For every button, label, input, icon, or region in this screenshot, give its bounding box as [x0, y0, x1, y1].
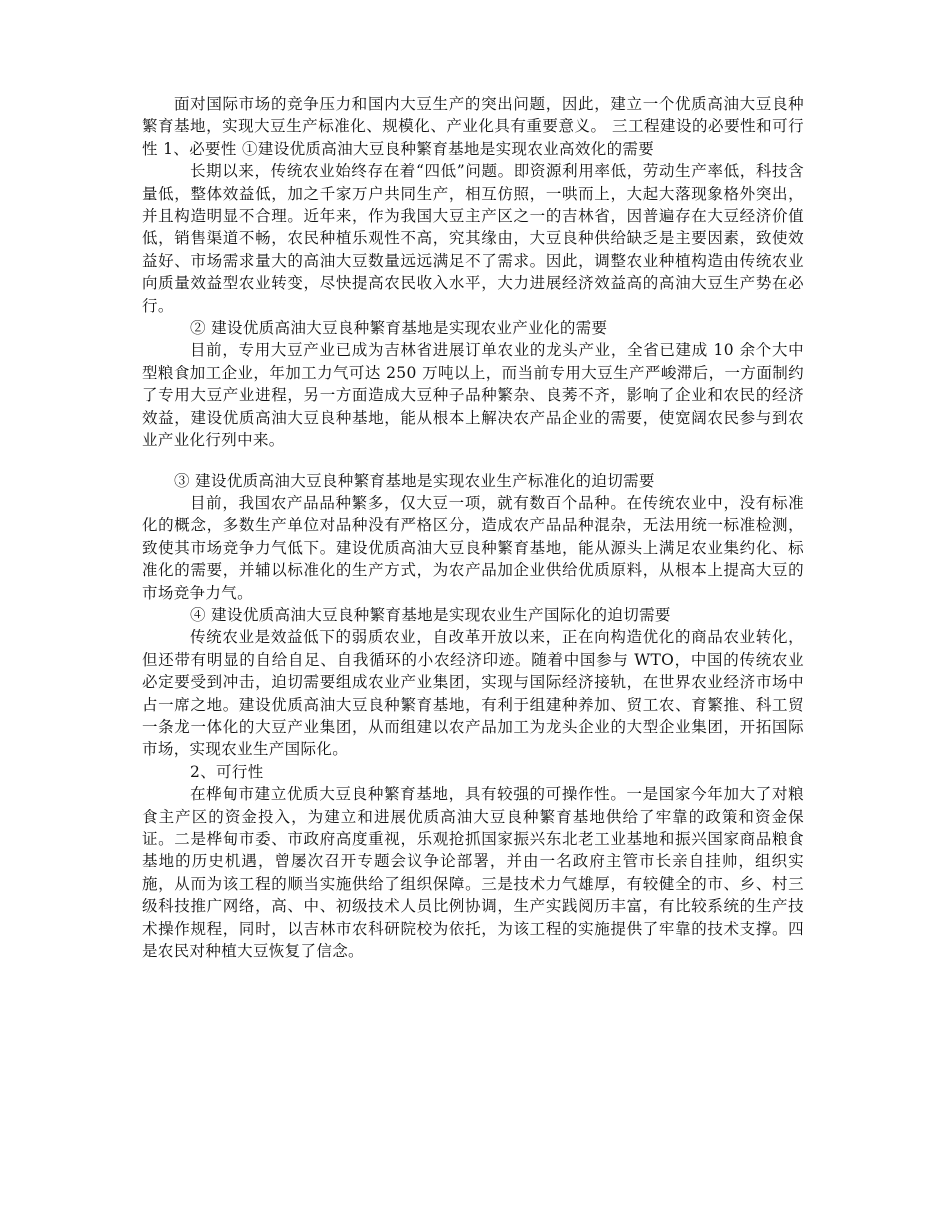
paragraph-standardization: 目前，我国农产品品种繁多，仅大豆一项，就有数百个品种。在传统农业中，没有标准化的概念，多数生产单位对品种没有严格区分，造成农产品品种混杂，无法用统一标准检测，致使其市场竞争力气低下。建设优质高油大豆良种繁育基地，能从源头上满足农业集约化、标准化的需要，并辅以标准化的生产方式，为农产品加企业供给优质原料，从根本上提高大豆的市场竞争力气。 — [142, 493, 804, 602]
document-body — [142, 93, 804, 962]
paragraph-internationalization: 传统农业是效益低下的弱质农业，自改革开放以来，正在向构造优化的商品农业转化，但还带有明显的自给自足、自我循环的小农经济印迹。随着中国参与 WTO，中国的传统农业必定要受到冲击，迫切需要组成农业产业集团，实现与国际经济接轨，在世界农业经济市场中占一席之地。建设优质高油大豆良种繁育基地，有利于组建种养加、贸工农、育繁推、科工贸一条龙一体化的大豆产业集团，从而组建以农产品加工为龙头企业的大型企业集团，开拓国际市场，实现农业生产国际化。 — [142, 628, 804, 759]
paragraph-industrialization: 目前，专用大豆产业已成为吉林省进展订单农业的龙头产业，全省已建成 10 余个大中型粮食加工企业，年加工力气可达 250 万吨以上，而当前专用大豆生产严峻滞后，一方面制约了专用大豆产业进程，另一方面造成大豆种子品种繁杂、良莠不齐，影响了企业和农民的经济效益，建设优质高油大豆良种基地，能从根本上解决农产品企业的需要，使宽阔农民参与到农业产业化行列中来。 — [142, 341, 804, 450]
heading-standardization: ③ 建设优质高油大豆良种繁育基地是实现农业生产标准化的迫切需要 — [174, 471, 655, 490]
paragraph-spacer — [142, 452, 804, 470]
paragraph-four-lows: 长期以来，传统农业始终存在着“四低”问题。即资源利用率低，劳动生产率低，科技含量低，整体效益低，加之千家万户共同生产，相互仿照，一哄而上，大起大落现象格外突出，并且构造明显不合理。近年来，作为我国大豆主产区之一的吉林省，因普遍存在大豆经济价值低，销售渠道不畅，农民种植乐观性不高，究其缘由，大豆良种供给缺乏是主要因素，致使效益好、市场需求量大的高油大豆数量远远满足不了需求。因此，调整农业种植构造由传统农业向质量效益型农业转变，尽快提高农民收入水平，大力进展经济效益高的高油大豆生产势在必行。 — [142, 162, 804, 315]
paragraph-feasibility: 在桦甸市建立优质大豆良种繁育基地，具有较强的可操作性。一是国家今年加大了对粮食主产区的资金投入，为建立和进展优质高油大豆良种繁育基地供给了牢靠的政策和资金保证。二是桦甸市委、市政府高度重视，乐观抢抓国家振兴东北老工业基地和振兴国家商品粮食基地的历史机遇，曾屡次召开专题会议争论部署，并由一名政府主管市长亲自挂帅，组织实施，从而为该工程的顺当实施供给了组织保障。三是技术力气雄厚，有较健全的市、乡、村三级科技推广网络，高、中、初级技术人员比例协调，生产实践阅历丰富，有比较系统的生产技术操作规程，同时，以吉林市农科研院校为依托，为该工程的实施提供了牢靠的技术支撑。四是农民对种植大豆恢复了信念。 — [142, 785, 804, 961]
paragraph-intro: 面对国际市场的竞争压力和国内大豆生产的突出问题，因此，建立一个优质高油大豆良种繁育基地，实现大豆生产标准化、规模化、产业化具有重要意义。 三工程建设的必要性和可行性 1、必要性 ①建设优质高油大豆良种繁育基地是实现农业高效化的需要 — [142, 95, 804, 158]
heading-industrialization: ② 建设优质高油大豆良种繁育基地是实现农业产业化的需要 — [190, 319, 608, 338]
heading-internationalization: ④ 建设优质高油大豆良种繁育基地是实现农业生产国际化的迫切需要 — [190, 605, 671, 624]
heading-feasibility: 2、可行性 — [190, 762, 264, 781]
